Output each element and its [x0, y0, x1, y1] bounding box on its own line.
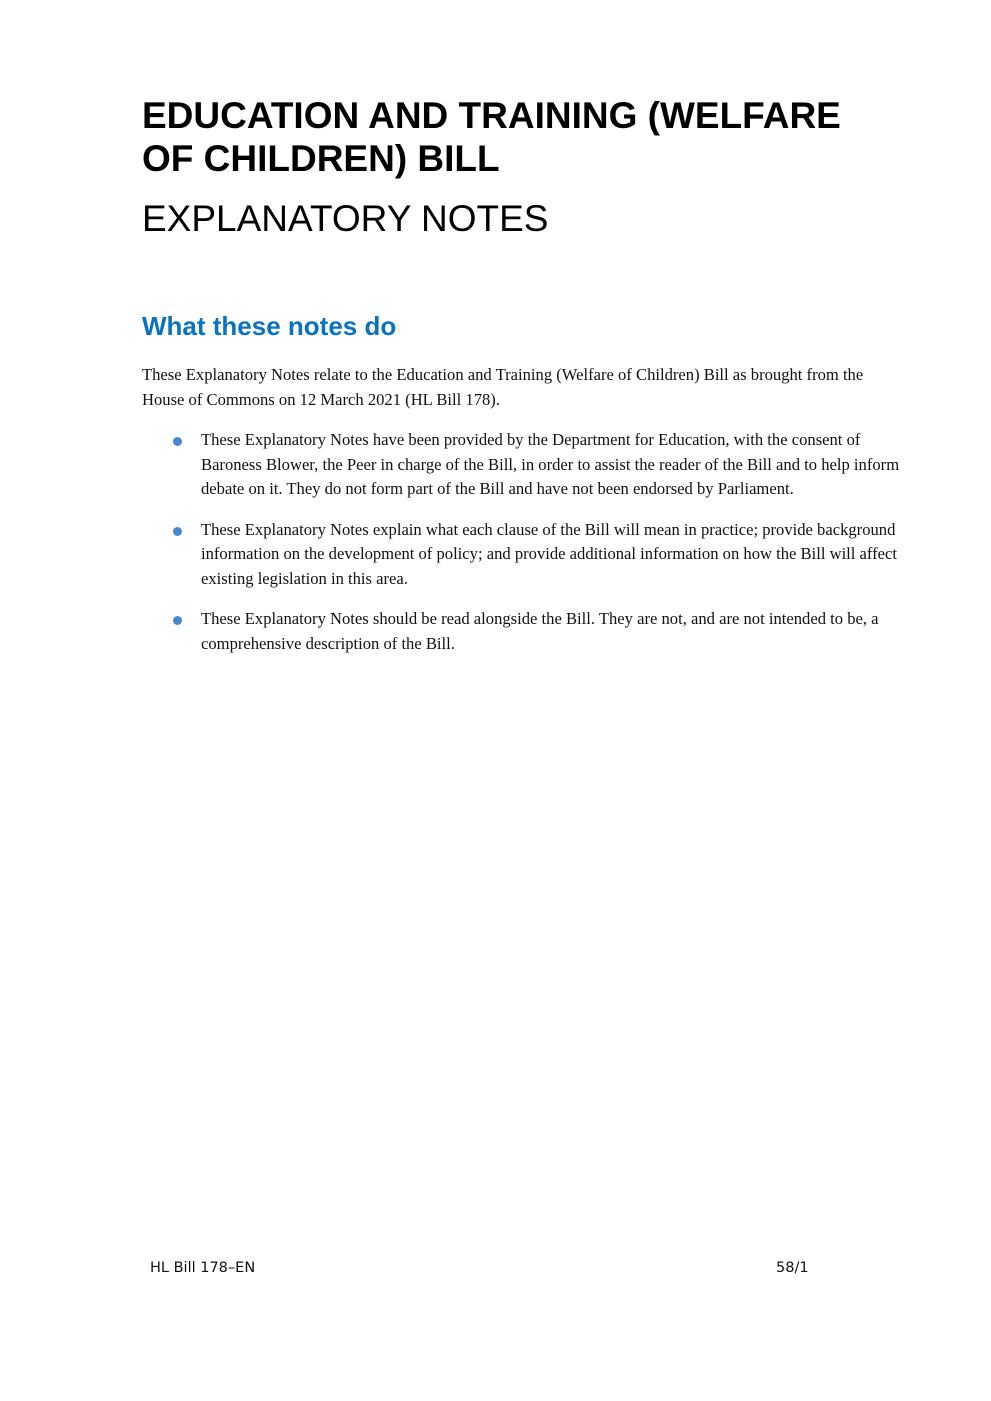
list-item-text: These Explanatory Notes explain what each clause of the Bill will mean in practice; provide background information on the development of policy; and provide additional information on how the Bill will affect existing legislation in this area. — [201, 519, 898, 588]
bullet-list — [142, 428, 902, 672]
section-heading: What these notes do — [142, 311, 397, 341]
list-item — [142, 428, 902, 502]
bullet-icon — [173, 437, 182, 446]
document-subtitle: EXPLANATORY NOTES — [142, 198, 549, 239]
list-item-text: These Explanatory Notes should be read alongside the Bill. They are not, and are not intended to be, a comprehensive description of the Bill. — [201, 609, 879, 653]
document-title: EDUCATION AND TRAINING (WELFARE OF CHILDREN) BILL — [142, 95, 841, 179]
intro-paragraph: These Explanatory Notes relate to the Education and Training (Welfare of Children) Bill as brought from the House of Commons on 12 March 2021 (HL Bill 178). — [142, 365, 864, 409]
footer-reference: HL Bill 178–EN — [150, 1260, 256, 1276]
footer-page-number: 58/1 — [776, 1260, 809, 1276]
list-item — [142, 607, 902, 656]
bullet-icon — [173, 527, 182, 536]
bullet-icon — [173, 616, 182, 625]
list-item-text: These Explanatory Notes have been provided by the Department for Education, with the consent of Baroness Blower, the Peer in charge of the Bill, in order to assist the reader of the Bill and to help inform debate on it. They do not form part of the Bill and have not been endorsed by Parliament. — [201, 430, 900, 498]
list-item — [142, 518, 902, 592]
